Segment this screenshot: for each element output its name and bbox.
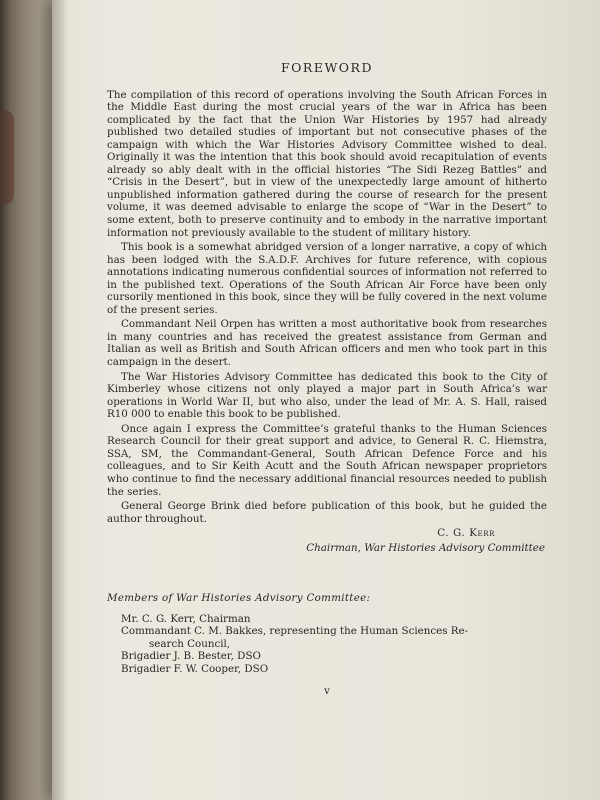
signature-title: Chairman, War Histories Advisory Committee [306, 541, 545, 554]
paragraph-2: This book is a somewhat abridged version of a longer narrative, a copy of which has been lodged with the S.A.D.F. Archives for future reference, with copious annotations indicating numerous confidential sources of information not referred to in the published text. Operations of the South African Air Force have been only cursorily mentioned in this book, since they will be fully covered in the next volume of the present series. [107, 241, 547, 316]
paragraph-3: Commandant Neil Orpen has written a most authoritative book from researches in many countries and has received the greatest assistance from German and Italian as well as British and South African officers and men who took part in this campaign in the desert. [107, 318, 547, 369]
paragraph-1: The compilation of this record of operations involving the South African Forces in the Middle East during the most crucial years of the war in Africa has been complicated by the fact that the Union War Histories by 1957 had already published two detailed studies of important but not consecutive phases of the campaign with which the War Histories Advisory Committee wished to deal. Originally it was the intention that this book should avoid recapitulation of events already so ably dealt with in the official histories “The Sidi Rezeg Battles” and “Crisis in the Desert”, but in view of the unexpectedly large amount of hitherto unpublished information gathered during the course of research for the present volume, it was deemed advisable to enlarge the scope of “War in the Desert” to some extent, both to preserve continuity and to embody in the narrative important information not previously available to the student of military history. [107, 88, 547, 239]
member-text: Brigadier J. B. Bester, DSO [121, 650, 261, 663]
member-item [107, 613, 547, 626]
member-text-continued: search Council, [149, 637, 231, 650]
page-heading: FOREWORD [281, 60, 373, 75]
paragraph-6: General George Brink died before publication of this book, but he guided the author throughout. [107, 500, 547, 525]
member-item [107, 650, 547, 663]
member-item [107, 663, 547, 676]
book-page [52, 0, 600, 800]
member-text: Brigadier F. W. Cooper, DSO [121, 662, 269, 675]
signature-name: C. G. Kerr [437, 527, 495, 540]
member-text: Commandant C. M. Bakkes, representing the Human Sciences Re- [121, 625, 469, 638]
member-item [107, 625, 547, 650]
paragraph-4: The War Histories Advisory Committee has dedicated this book to the City of Kimberley whose citizens not only played a major part in South Africa’s war operations in World War II, but who also, under the lead of Mr. A. S. Hall, raised R10 000 to enable this book to be published. [107, 370, 547, 421]
page-text-block [107, 62, 547, 698]
paragraph-5: Once again I express the Committee’s grateful thanks to the Human Sciences Research Council for their great support and advice, to General R. C. Hiemstra, SSA, SM, the Commandant-General, South African Defence Force and his colleagues, and to Sir Keith Acutt and the South African newspaper proprietors who continue to find the necessary additional financial resources needed to publish the series. [107, 422, 547, 498]
thumb-shadow [0, 110, 14, 205]
member-text: Mr. C. G. Kerr, Chairman [121, 612, 251, 625]
members-heading: Members of War Histories Advisory Committee: [107, 592, 371, 605]
page-number: v [324, 685, 330, 697]
